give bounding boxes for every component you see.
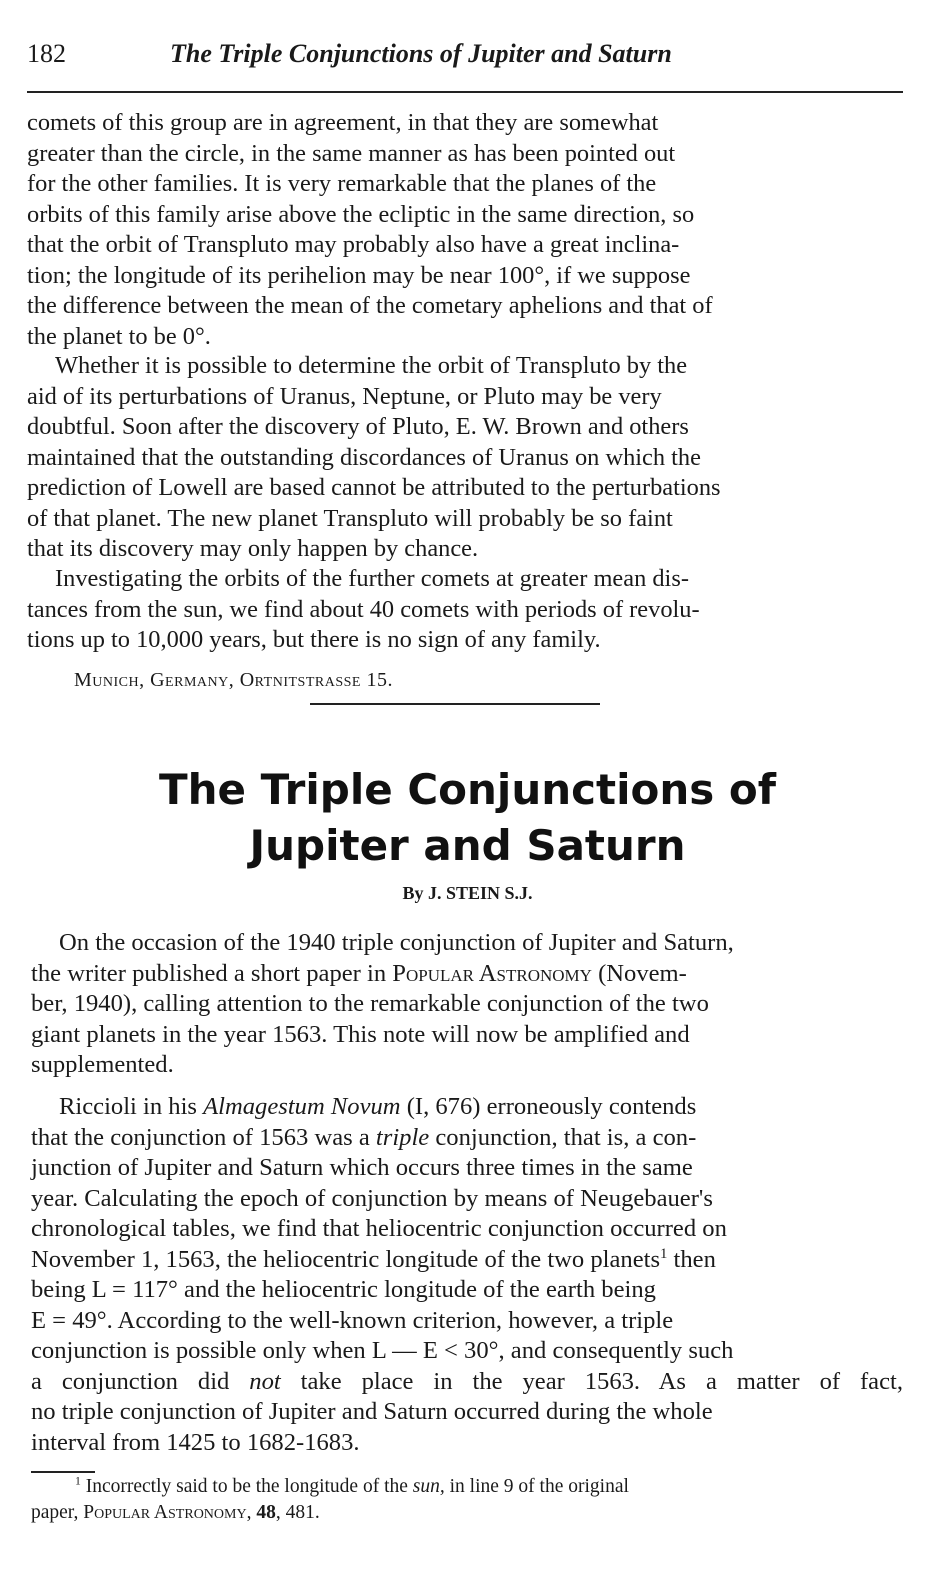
article-title — [0, 762, 935, 874]
text-line: supplemented. — [31, 1051, 174, 1078]
text-line: prediction of Lowell are based cannot be attributed to the perturbations — [27, 474, 721, 501]
prev-article-paragraph-2 — [27, 351, 905, 565]
emphasis: not — [249, 1367, 281, 1395]
footnote-line — [31, 1500, 903, 1526]
header-rule — [27, 91, 903, 93]
text-line: Whether it is possible to determine the orbit of Transpluto by the — [55, 352, 688, 379]
text-line: tances from the sun, we find about 40 comets with periods of revolu- — [27, 595, 700, 623]
text-line: comets of this group are in agreement, in that they are somewhat — [27, 109, 659, 136]
footnote-rule — [31, 1471, 95, 1473]
article-paragraph-2 — [31, 1092, 903, 1458]
text-run: paper, — [31, 1502, 84, 1523]
emphasis: sun, — [412, 1476, 445, 1497]
text-line: E = 49°. According to the well-known criterion, however, a triple — [31, 1306, 674, 1334]
footnote — [31, 1474, 903, 1526]
article-paragraph-1 — [31, 928, 903, 1081]
text-line: maintained that the outstanding discordances of Uranus on which the — [27, 443, 701, 471]
text-line: being L = 117° and the heliocentric longitude of the earth being — [31, 1276, 656, 1303]
footnote-marker: 1 — [75, 1474, 81, 1488]
text-run: (Novem- — [591, 959, 687, 987]
page-number: 182 — [27, 39, 66, 68]
author-name: J. STEIN S.J. — [427, 883, 533, 903]
text-line: On the occasion of the 1940 triple conjunction of Jupiter and Saturn, — [59, 929, 734, 956]
byline — [0, 883, 935, 904]
text-run: (I, 676) erroneously contends — [400, 1093, 697, 1120]
byline-prefix: By — [402, 883, 424, 903]
text-line: giant planets in the year 1563. This note will now be amplified and — [31, 1020, 690, 1048]
text-line: that its discovery may only happen by chance. — [27, 535, 479, 562]
text-line — [31, 959, 903, 990]
prev-article-paragraph-1 — [27, 108, 905, 352]
text-line: junction of Jupiter and Saturn which occurs three times in the same — [31, 1154, 693, 1181]
text-line: tions up to 10,000 years, but there is no sign of any family. — [27, 626, 601, 653]
volume-number: 48 — [256, 1502, 276, 1523]
running-head — [27, 34, 903, 74]
title-line-2: Jupiter and Saturn — [249, 821, 686, 870]
text-line: of that planet. The new planet Transpluto will probably be so faint — [27, 504, 673, 532]
text-line: conjunction is possible only when L — E < 30°, and consequently such — [31, 1337, 734, 1364]
text-run: take place in the year 1563. As a matter of fact, — [280, 1367, 903, 1395]
text-run: that the conjunction of 1563 was a — [31, 1123, 376, 1151]
prev-article-paragraph-3 — [27, 564, 905, 656]
text-line — [31, 1123, 903, 1154]
text-run: conjunction, that is, a con- — [429, 1123, 697, 1151]
text-line: doubtful. Soon after the discovery of Pluto, E. W. Brown and others — [27, 413, 689, 440]
text-run: a conjunction did — [31, 1367, 250, 1395]
book-title: Almagestum Novum — [203, 1093, 401, 1120]
text-line: that the orbit of Transpluto may probably also have a great inclina- — [27, 231, 680, 258]
text-run: then — [667, 1245, 716, 1273]
text-run: Incorrectly said to be the longitude of the — [80, 1476, 413, 1497]
title-line-1: The Triple Conjunctions of — [158, 765, 777, 814]
text-run: November 1, 1563, the heliocentric longitude of the two planets — [31, 1245, 661, 1273]
text-line: no triple conjunction of Jupiter and Saturn occurred during the whole — [31, 1398, 713, 1425]
footnote-ref: 1 — [660, 1245, 668, 1262]
text-line: the difference between the mean of the cometary aphelions and that of — [27, 292, 713, 319]
text-run: the writer published a short paper in — [31, 959, 393, 987]
text-line — [31, 1092, 903, 1123]
footnote-line — [31, 1474, 903, 1500]
journal-name: Popular Astronomy — [392, 959, 592, 987]
text-line: ber, 1940), calling attention to the remarkable conjunction of the two — [31, 990, 709, 1017]
text-line: chronological tables, we find that heliocentric conjunction occurred on — [31, 1215, 727, 1242]
text-line: year. Calculating the epoch of conjunction by means of Neugebauer's — [31, 1184, 713, 1212]
text-line: the planet to be 0°. — [27, 322, 211, 350]
text-line: for the other families. It is very remarkable that the planes of the — [27, 170, 657, 197]
text-line: orbits of this family arise above the ecliptic in the same direction, so — [27, 200, 695, 228]
text-run: Riccioli in his — [59, 1093, 204, 1120]
text-line — [31, 1245, 903, 1276]
journal-name: Popular Astronomy — [83, 1502, 247, 1523]
running-title: The Triple Conjunctions of Jupiter and Saturn — [170, 39, 672, 68]
emphasis: triple — [375, 1123, 430, 1151]
text-run: , 481. — [275, 1502, 320, 1523]
text-line: tion; the longitude of its perihelion may be near 100°, if we suppose — [27, 261, 691, 289]
text-line: Investigating the orbits of the further comets at greater mean dis- — [55, 565, 689, 592]
author-address: Munich, Germany, Ortnitstrasse 15. — [74, 669, 393, 691]
text-run: , — [246, 1502, 257, 1523]
text-line — [31, 1367, 903, 1398]
article-separator-rule — [310, 703, 600, 705]
text-line: aid of its perturbations of Uranus, Neptune, or Pluto may be very — [27, 382, 662, 410]
text-line: greater than the circle, in the same manner as has been pointed out — [27, 139, 676, 167]
text-line: interval from 1425 to 1682-1683. — [31, 1428, 360, 1456]
text-run: in line 9 of the original — [444, 1476, 629, 1497]
